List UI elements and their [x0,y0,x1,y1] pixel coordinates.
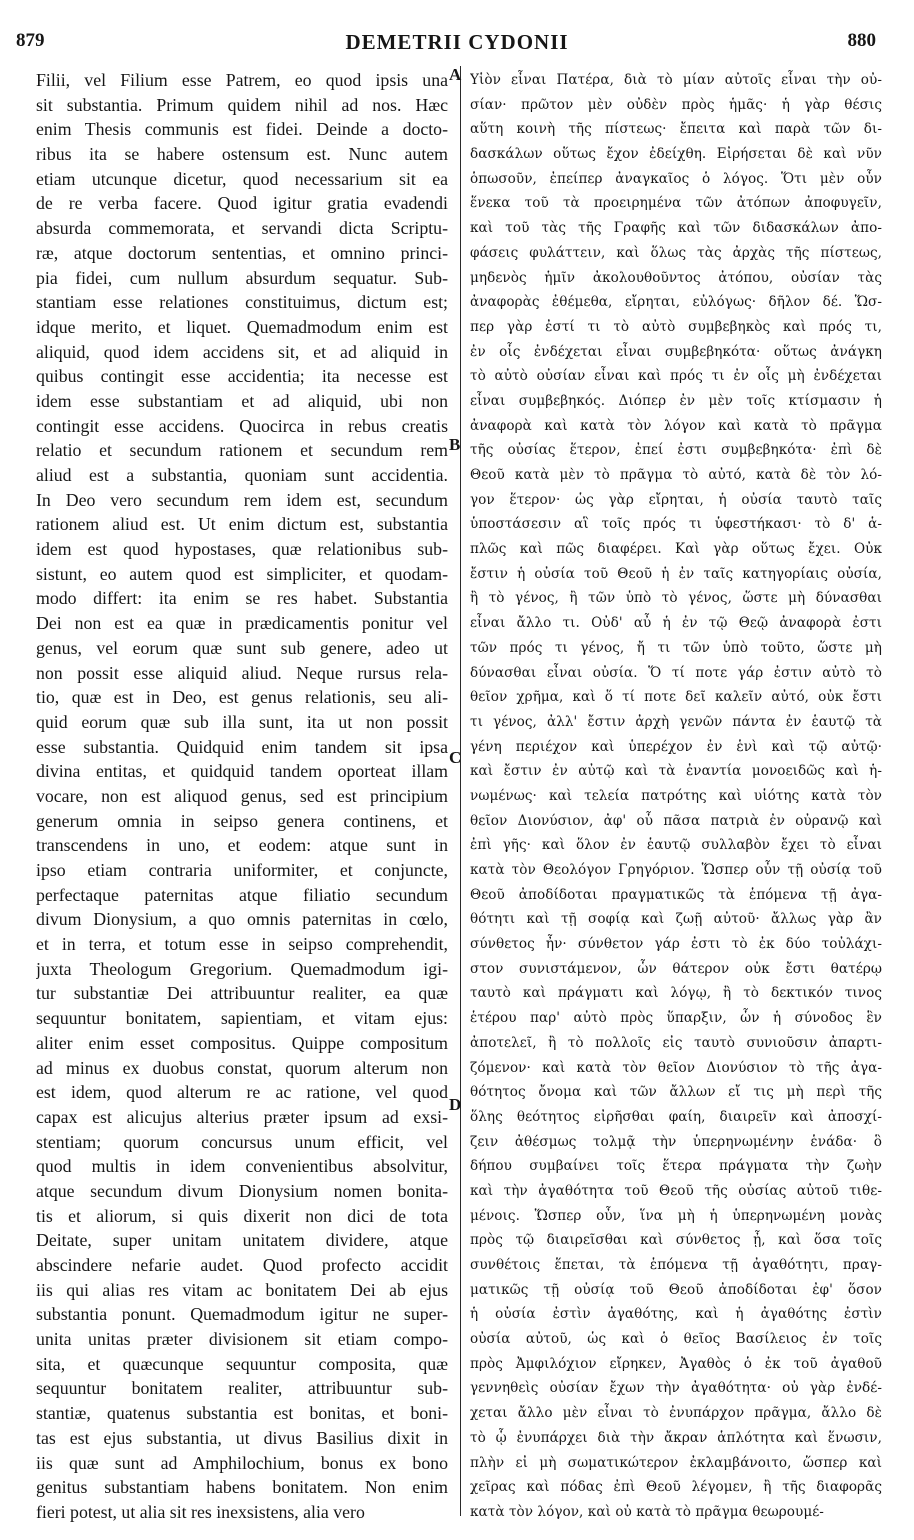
latin-text-line: stentiam; quorum concursus unum efficit, vel [36,1131,448,1152]
greek-text-line: σύνθετος ἦν· σύνθετον γάρ ἐστι τὸ ἐκ δύο τοὐλάχι- [470,936,882,953]
latin-text-line: tis et aliorum, si quis dixerit non dici de tota [36,1205,448,1226]
greek-text-line: καὶ τὴν ἀγαθότητα τοῦ Θεοῦ τῆς οὐσίας αὐτοῦ τιθε- [470,1182,882,1199]
latin-text-line: contingit esse accidens. Quocirca in rebus creatis [36,415,448,436]
greek-text-line: θότητος ὄνομα καὶ τῶν ἄλλων εἴ τις μὴ περὶ τῆς [470,1084,882,1101]
latin-text-line: enim Thesis communis est fidei. Deinde a docto- [36,119,448,140]
latin-text-line: iis quæ sunt ad Amphilochium, bonus ex bono [36,1452,448,1473]
latin-text-line: genus, vel eorum quæ sunt sub genere, adeo ut [36,637,448,658]
greek-text-line: ὑποστάσεσιν αἳ τοῖς πρός τι ὑφεστήκασι· τὸ δ' ἁ- [470,516,882,533]
latin-text-line: tur substantiæ Dei attribuuntur realiter, ea quæ [36,983,448,1004]
greek-text-line: δασκάλων οὕτως ἔχον ἐδείχθη. Εἰρήσεται δὲ καὶ νῦν [470,146,882,163]
greek-text-line: εἶναι ἄλλο τι. Οὐδ' αὖ ἡ ἐν τῷ Θεῷ ἀναφορὰ ἐστι [470,615,882,632]
latin-text-line: vocare, non est aliquod genus, sed est principium [36,785,448,806]
running-header [0,0,914,64]
greek-column [470,68,882,1525]
greek-text-line: οὐσία αὐτοῦ, ὡς καὶ ὁ θεῖος Βασίλειος ἐν τοῖς [470,1331,882,1348]
latin-text-line: relatio et secundum rationem et secundum rem [36,440,448,461]
latin-text-line: fieri potest, ut alia sit res inexsistens, alia vero [36,1501,365,1522]
latin-text-line: non possit esse aliquid aliud. Neque rursus rela- [36,662,448,683]
greek-text-line: πλὴν εἰ μὴ σωματικώτερον ἐκλαμβάνοιτο, ὥσπερ καὶ [470,1454,882,1471]
greek-text-line: ταυτὸ καὶ πράγματι καὶ λόγῳ, ἢ τὸ δεκτικόν τινος [470,985,882,1002]
greek-text-line: ἐν οἷς ἐνδέχεται εἶναι συμβεβηκότα· οὕτως ἀνάγκη [470,343,882,360]
latin-text-line: aliud est a substantia, quoniam sunt accidentia. [36,465,448,485]
greek-text-line: γένη περιέχον καὶ ὑπερέχον ἐν ἑνὶ καὶ τῷ αὐτῷ· [470,738,882,755]
latin-text-line: unita unitas præter divisionem sit etiam compo- [36,1329,448,1350]
latin-text-line: aliquid, quod idem accidens sit, et ad aliquid in [36,341,448,362]
latin-text-line: tas est ejus substantia, ut divus Basilius dixit in [36,1427,448,1448]
latin-text-line: sistunt, eo autem quod est simpliciter, et quodam- [36,563,448,584]
greek-text-line: ἡ οὐσία ἐστὶν ἀγαθότης, καὶ ἡ ἀγαθότης ἐστὶν [470,1306,882,1323]
greek-text-line: ζειν ἀθέσμως τολμᾷ τὴν ὑπερηνωμένην ἑνάδα· ὃ [470,1133,882,1150]
latin-column [36,68,448,1525]
latin-text-line: ræ, atque doctorum sententias, et omnino princi- [36,242,448,263]
greek-text-line: τῶν πρός τι γένος, ἤ τι τῶν ὑπὸ τοῦτο, ὥστε μὴ [470,639,882,656]
latin-text-line: Deitate, super unitam unitatem dividere, atque [36,1230,448,1251]
greek-text-line: πρὸς τῷ διαιρεῖσθαι καὶ σύνθετος ᾖ, καὶ ὅσα τοῖς [470,1232,882,1249]
latin-text-line: stantiæ, quatenus substantia est bonitas, et boni- [36,1403,448,1424]
greek-text-line: γον ἕτερον· ὡς γὰρ εἴρηται, ἡ οὐσία ταυτὸ ταῖς [470,491,882,508]
latin-text-line: quibus contingit esse accidentia; ita necesse est [36,366,448,387]
greek-text-line: τῆς οὐσίας ἕτερον, ἐπεί ἐστι συμβεβηκότα· ἐπὶ δὲ [470,442,882,459]
greek-text-line: Υἱὸν εἶναι Πατέρα, διὰ τὸ μίαν αὐτοῖς εἶναι τὴν οὐ- [470,72,882,88]
latin-text-line: ribus ita se habere ostensum est. Nunc autem [36,144,448,165]
greek-text-line: ἀναφορὰ καὶ κατὰ τὸν λόγον καὶ κατὰ τὸ πρᾶγμα [470,417,882,434]
latin-text-line: capax est alicujus alterius præter ipsum ad exsi- [36,1106,448,1127]
latin-text-line: tio, quæ est in Deo, est genus relationis, seu ali- [36,687,448,708]
latin-text-line: sequuntur bonitatem, sapientiam, et vitam ejus: [36,1008,448,1029]
greek-text-line: θεῖον χρῆμα, καὶ ὅ τί ποτε δεῖ καλεῖν αὐτό, οὐκ ἔστι [470,689,882,706]
latin-text-line: absurda commemorata, et servandi dicta Scriptu- [36,218,448,239]
greek-text-line: δήπου συμβαίνει τοῖς ἕτερα πράγματα τὴν ζωὴν [470,1158,882,1175]
latin-text-line: perfectaque paternitas atque filiatio secundum [36,884,448,905]
latin-text-line: sit substantia. Primum quidem nihil ad nos. Hæc [36,94,448,115]
latin-text-line: de re verba facere. Quod igitur gratia evadendi [36,193,448,214]
latin-text-line: etiam utcunque dicetur, quod necessarium sit ea [36,168,448,189]
latin-text-line: aliter enim esset compositus. Quippe compositum [36,1032,448,1053]
greek-text-line: ἀποτελεῖ, ἢ τὸ πολλοῖς εἰς ταυτὸ συνιοῦσιν ἀπαρτι- [470,1034,882,1051]
latin-text-line: quod multis in idem convenientibus absolvitur, [36,1156,448,1177]
latin-text-line: divum Dionysium, a quo omnis paternitas in cœlo, [36,909,448,930]
greek-text-line: ἀναφορὰς ἐθέμεθα, εἴρηται, εὐλόγως· δῆλον δέ. Ὥσ- [470,294,882,311]
latin-text-line: rationem aliud est. Ut enim dictum est, substantia [36,514,448,535]
greek-text-line: καὶ τοῦ τὰς τῆς Γραφῆς καὶ τῶν διδασκάλων ἀπο- [470,220,882,237]
latin-text-line: In Deo vero secundum rem idem est, secundum [36,489,448,510]
greek-text-line: ὁπωσοῦν, ἐπείπερ ἀναγκαῖος ὁ λόγος. Ὅτι μὲν οὖν [470,170,882,187]
latin-text-line: ad minus ex duobus constat, quorum alterum non [36,1057,448,1078]
column-divider [460,66,461,1516]
greek-text-line: χεται ἄλλο μὲν εἶναι τὸ ἐνυπάρχον πρᾶγμα, ἄλλο δὲ [470,1405,882,1422]
latin-text-line: idem esse substantiam et ad aliquid, ubi non [36,390,448,411]
greek-text-line: ἢ τὸ γένος, ἢ τῶν ὑπὸ τὸ γένος, ὥστε μὴ δύνασθαι [470,590,882,607]
latin-text-line: atque secundum divum Dionysium nomen bonita- [36,1180,448,1201]
latin-text-line: iis qui alias res vitam ac bonitatem Dei ab ejus [36,1279,448,1300]
latin-text-line: stantiam esse relationes constituimus, dictum est; [36,292,448,313]
greek-text-line: τὸ ᾧ ἐνυπάρχει διὰ τὴν ἄκραν ἁπλότητα καὶ ἕνωσιν, [470,1429,882,1446]
greek-text-line: αὕτη κοινὴ τῆς πίστεως· ἔπειτα καὶ παρὰ τῶν δι- [470,121,882,138]
greek-text-line: τι γένος, ἀλλ' ἔστιν ἀρχὴ γενῶν πάντα ἐν ἑαυτῷ τὰ [470,713,882,730]
greek-text-line: καὶ ἔστιν ἐν αὐτῷ καὶ τὰ ἐναντία μονοειδῶς καὶ ἡ- [470,763,882,780]
greek-text-line: ζόμενον· καὶ κατὰ τὸν θεῖον Διονύσιον τὸ τῆς ἀγα- [470,1059,882,1076]
greek-text-line: Θεοῦ ἀποδίδοται πραγματικῶς τὰ ἑπόμενα τῇ ἀγα- [470,886,882,903]
latin-text-line: modo differt: ita enim se res habet. Substantia [36,588,448,609]
greek-text-line: ἔστιν ἡ οὐσία τοῦ Θεοῦ ἡ ἐν ταῖς κατηγορίαις οὐσία, [470,565,882,582]
greek-text-line: συνθέτοις ἕπεται, τὰ ἑπόμενα τῇ ἀγαθότητι, πραγ- [470,1257,882,1273]
greek-text-line: ὅλης θεότητος εἰρῆσθαι φαίη, διαιρεῖν καὶ ἀποσχί- [470,1108,882,1125]
latin-text-line: ipso etiam contraria uniformiter, et conjuncte, [36,860,448,880]
greek-text-line: δύνασθαι εἶναι οὐσία. Ὅ τί ποτε γάρ ἐστιν αὐτὸ τὸ [470,664,882,681]
greek-text-line: περ γὰρ ἐστί τι τὸ αὐτὸ συμβεβηκὸς καὶ πρός τι, [470,318,882,335]
latin-text-line: Dei non est ea quæ in prædicamentis ponitur vel [36,613,448,634]
latin-text-line: juxta Theologum Gregorium. Quemadmodum igi- [36,958,448,979]
latin-text-line: substantia ponunt. Quemadmodum igitur ne super- [36,1304,448,1325]
latin-text-line: abscindere nefarie audet. Quod profecto accidit [36,1255,448,1275]
greek-text-line: πρὸς Ἀμφιλόχιον εἴρηκεν, Ἀγαθὸς ὁ ἐκ τοῦ ἀγαθοῦ [470,1355,882,1372]
greek-text-line: θότητι καὶ τῇ σοφίᾳ καὶ ζωῇ αὐτοῦ· ἄλλως γὰρ ἂν [470,911,882,928]
greek-text-line: τὸ αὐτὸ οὐσίαν εἶναι καὶ πρός τι ἐν οἷς μὴ ἐνδέχεται [470,368,882,385]
greek-text-line: κατὰ τὸν Θεολόγον Γρηγόριον. Ὥσπερ οὖν τῇ οὐσίᾳ τοῦ [470,862,882,878]
greek-text-line: μένοις. Ὥσπερ οὖν, ἵνα μὴ ἡ ὑπερηνωμένη μονὰς [470,1207,882,1224]
greek-text-line: στον συνιστάμενον, ὧν θάτερον οὐκ ἔστι θατέρῳ [470,960,882,977]
latin-text-line: et in terra, et totum esse in seipso comprehendit, [36,934,448,955]
greek-text-line: ἕνεκα τοῦ τὰ προειρημένα τῶν ἀτόπων ἀποφυγεῖν, [470,195,882,212]
greek-text-line: νωμένως· καὶ τελεία πατρότης καὶ υἱότης κατὰ τὸν [470,787,882,804]
latin-text-line: transcendens in uno, et eodem: atque sunt in [36,835,448,856]
page-number-right: 880 [847,30,876,51]
latin-text-line: quid eorum quæ sub illa sunt, ita ut non possit [36,711,448,732]
greek-text-line: γεννηθεὶς οὐσίαν ἔχων τὴν ἀγαθότητα· οὐ γὰρ ἐνδέ- [470,1380,882,1397]
latin-text-line: est idem, quod alterum re ac ratione, vel quod [36,1082,448,1103]
latin-text-line: genitus substantiam habens bonitatem. Non enim [36,1477,448,1498]
greek-text-line: σίαν· πρῶτον μὲν οὐδὲν πρὸς ἡμᾶς· ἡ γὰρ θέσις [470,96,882,113]
greek-text-line: πλῶς καὶ πῶς διαφέρει. Καὶ γὰρ οὕτως ἔχει. Οὐκ [470,541,882,558]
latin-text-line: Filii, vel Filium esse Patrem, eo quod ipsis una [36,70,448,90]
margin-letter-a: A [449,65,462,84]
latin-text-line: esse substantia. Quidquid enim tandem sit ipsa [36,736,448,757]
greek-text-line: φάσεις φυλάττειν, καὶ ὅλως τὰς ἀρχὰς τῆς πίστεως, [470,244,882,261]
latin-text-line: sita, et quæcunque sequuntur composita, quæ [36,1353,448,1374]
latin-text-line: divina entitas, et quidquid tandem oporteat illam [36,761,448,782]
greek-text-line: εἶναι συμβεβηκός. Διόπερ ἐν μὲν τοῖς κτίσμασιν ἡ [470,392,882,409]
margin-letter-b: B [449,435,461,454]
latin-text-line: generum omnia in seipso genera continens, et [36,810,448,831]
greek-text-line: κατὰ τὸν λόγον, καὶ οὐ κατὰ τὸ πρᾶγμα θεωρουμέ- [470,1503,824,1520]
latin-text-line: sequuntur bonitatem realiter, attribuuntur sub- [36,1378,448,1399]
greek-text-line: χεῖρας καὶ πόδας ἐπὶ Θεοῦ λέγομεν, ἢ τῆς διαφορᾶς [470,1479,882,1496]
margin-letter-d: D [449,1095,462,1114]
latin-text-line: idque merito, et liquet. Quemadmodum enim est [36,316,448,337]
greek-text-line: ἐπὶ γῆς· καὶ ὅλον ἐν ἑαυτῷ συλλαβὸν ἔχει τὸ εἶναι [470,837,882,854]
greek-text-line: μηδενὸς ἡμῖν ἀκολουθοῦντος ἀτόπου, οὐσίαν τὰς [470,269,882,286]
greek-text-line: ματικῶς τῇ οὐσίᾳ τοῦ Θεοῦ ἀποδίδοται ἐφ' ὅσον [470,1281,882,1298]
greek-text-line: θεῖον Διονύσιον, ἀφ' οὗ πᾶσα πατριὰ ἐν οὐρανῷ καὶ [470,812,882,829]
latin-text-line: pia fidei, cum nullum absurdum sequatur. Sub- [36,267,448,288]
latin-text-line: idem est quod hypostases, quæ relationibus sub- [36,539,448,560]
greek-text-line: ἑτέρου παρ' αὐτὸ πρὸς ὕπαρξιν, ὧν ἡ σύνοδος ἓν [470,1010,882,1027]
margin-letter-c: C [449,748,462,767]
page-number-left: 879 [16,30,45,51]
greek-text-line: Θεοῦ κατὰ μὲν τὸ πρᾶγμα τὸ αὐτό, κατὰ δὲ τὸν λό- [470,467,882,483]
running-title: DEMETRII CYDONII [345,30,569,54]
